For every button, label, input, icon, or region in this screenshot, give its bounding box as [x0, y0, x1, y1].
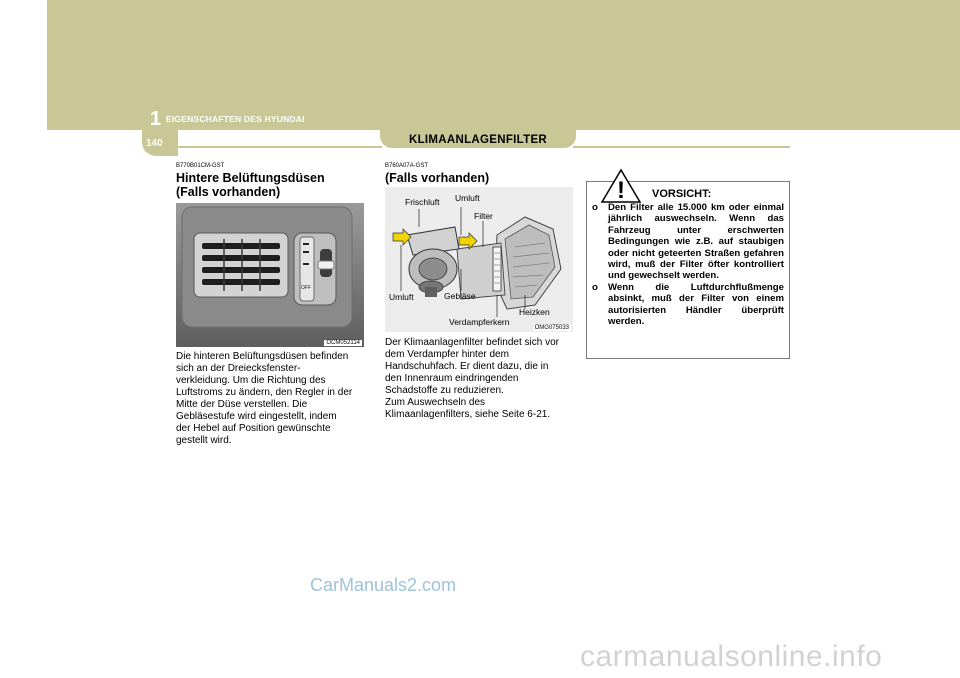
- watermark-carmanuals2[interactable]: CarManuals2.com: [310, 575, 457, 595]
- left-body-line: gestellt wird.: [176, 435, 232, 446]
- warning-bullet: o: [592, 202, 598, 213]
- page-number: 140: [146, 138, 163, 149]
- left-section-code: B770B01CM-GST: [176, 163, 225, 169]
- header-divider-left: [172, 146, 382, 148]
- warning-item-text: Den Filter alle 15.000 km oder einmal jährlich auswechseln. Wenn das Fahrzeug unter erschwerten Bedingungen wie z.B. auf staubigen oder nicht geteerten Straßen gefahren wird, muß der Filter öfter kontrolliert und gewechselt werden.: [608, 202, 784, 282]
- vent-off-label: OFF: [301, 285, 311, 291]
- label-filter: Filter: [474, 211, 493, 221]
- warning-item-text: Wenn die Luftdurchflußmenge absinkt, muß der Filter von einem autorisierten Händler überprüft werden.: [608, 281, 784, 328]
- left-body-line: sich an der Dreiecksfenster-: [176, 363, 301, 374]
- section-title: KLIMAANLAGENFILTER: [380, 130, 576, 148]
- warning-bullet: o: [592, 281, 598, 293]
- middle-section-code: B760A07A-GST: [385, 163, 429, 169]
- middle-heading: (Falls vorhanden): [385, 171, 490, 185]
- left-photo-code: OCM052114: [326, 340, 360, 346]
- left-heading-line1: Hintere Belüftungsdüsen: [176, 171, 325, 185]
- middle-body-line: Handschuhfach. Er dient dazu, die in: [385, 361, 549, 372]
- label-umluft-top: Umluft: [455, 193, 480, 203]
- left-body-line: Die hinteren Belüftungsdüsen befinden: [176, 351, 349, 362]
- label-umluft-bottom: Umluft: [389, 292, 414, 302]
- middle-body-line: Schadstoffe zu reduzieren.: [385, 385, 504, 396]
- chapter-number: 1: [150, 108, 162, 130]
- left-body-line: Gebläsestufe wird eingestellt, indem: [176, 411, 337, 422]
- middle-body-line: den Innenraum eindringenden: [385, 373, 519, 384]
- warning-item: [592, 202, 784, 282]
- warning-list: [592, 202, 784, 327]
- warning-title: VORSICHT:: [652, 188, 712, 200]
- chapter-title: EIGENSCHAFTEN DES HYUNDAI: [166, 114, 305, 124]
- label-heizken: Heizken: [519, 307, 550, 317]
- warning-exclamation: !: [617, 177, 625, 204]
- left-body-line: Luftstroms zu ändern, den Regler in der: [176, 387, 353, 398]
- label-geblaese: Gebläse: [444, 291, 476, 301]
- rear-vent-illustration: [176, 203, 364, 347]
- label-frischluft: Frischluft: [405, 197, 440, 207]
- middle-body-line: Zum Auswechseln des: [385, 397, 486, 408]
- middle-body-line: Der Klimaanlagenfilter befindet sich vor: [385, 337, 559, 348]
- left-body-line: der Hebel auf Position gewünschte: [176, 423, 331, 434]
- header-divider-right: [573, 146, 790, 148]
- warning-triangle-icon: [600, 168, 642, 204]
- middle-body-line: Klimaanlagenfilters, siehe Seite 6-21.: [385, 409, 551, 420]
- left-body-line: Mitte der Düse verstellen. Die: [176, 399, 308, 410]
- middle-body-line: dem Verdampfer hinter dem: [385, 349, 509, 360]
- watermark-carmanualsonline[interactable]: carmanualsonline.info: [580, 640, 883, 673]
- middle-diagram-code: OMG075033: [534, 325, 569, 331]
- warning-item: [592, 282, 784, 328]
- left-body-line: verkleidung. Um die Richtung des: [176, 375, 326, 386]
- header-band: [47, 0, 960, 130]
- label-verdampferkern: Verdampferkern: [449, 317, 510, 327]
- filter-diagram: [385, 187, 573, 332]
- rear-vent-photo: [176, 203, 364, 347]
- left-heading-line2: (Falls vorhanden): [176, 185, 281, 199]
